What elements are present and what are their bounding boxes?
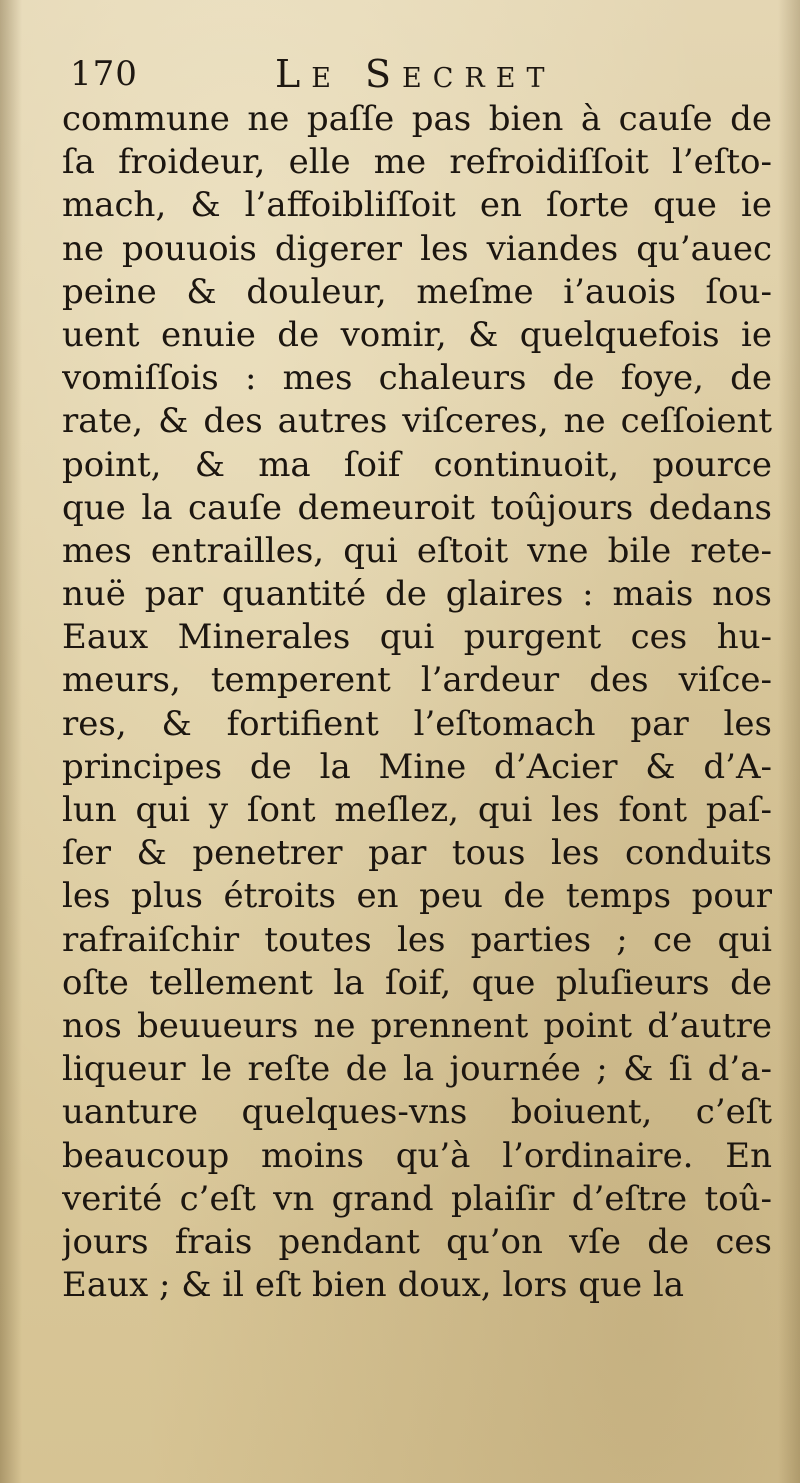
text-line: jours frais pendant qu’on vſe de ces xyxy=(62,1221,772,1262)
text-line: commune ne paſſe pas bien à cauſe de xyxy=(62,99,772,139)
text-line: mach, & l’affoibliſſoit en ſorte que ie xyxy=(62,185,772,226)
text-line: beaucoup moins qu’à l’ordinaire. En xyxy=(62,1135,772,1176)
text-line: uanture quelques-vns boiuent, c’eſt xyxy=(62,1092,772,1133)
text-line: oſte tellement la ſoif, que pluſieurs de xyxy=(62,962,772,1003)
running-head: Le Secret xyxy=(275,52,556,96)
page-number: 170 xyxy=(70,54,138,94)
text-line: liqueur le reſte de la journée ; & ſi d’a- xyxy=(62,1049,772,1090)
page-gutter-shadow xyxy=(0,0,22,1483)
text-line: ſer & penetrer par tous les conduits xyxy=(62,833,772,874)
text-line: Eaux ; & il eſt bien doux, lors que la xyxy=(62,1265,685,1306)
text-line: point, & ma ſoif continuoit, pource xyxy=(62,444,772,485)
text-line: ne pouuois digerer les viandes qu’auec xyxy=(62,228,772,269)
text-line: ſa froideur, elle me refroidiſſoit l’eſto- xyxy=(62,142,772,183)
text-line: que la cauſe demeuroit toûjours dedans xyxy=(62,487,772,528)
text-line: rafraiſchir toutes les parties ; ce qui xyxy=(62,919,772,960)
text-line: les plus étroits en peu de temps pour xyxy=(62,876,772,917)
text-line: principes de la Mine d’Acier & d’A- xyxy=(62,746,772,787)
text-line: uent enuie de vomir, & quelquefois ie xyxy=(62,314,772,355)
text-line: mes entrailles, qui eſtoit vne bile rete- xyxy=(62,530,772,571)
text-line: nuë par quantité de glaires : mais nos xyxy=(62,574,772,615)
text-line: res, & fortifient l’eſtomach par les xyxy=(62,703,772,744)
text-line: rate, & des autres viſceres, ne ceſſoient xyxy=(62,401,772,442)
text-line: vomiſſois : mes chaleurs de foye, de xyxy=(62,358,772,399)
text-line: Eaux Minerales qui purgent ces hu- xyxy=(62,617,772,658)
text-line: meurs, temperent l’ardeur des viſce- xyxy=(62,660,772,701)
text-line: lun qui y ſont meſlez, qui les font paſ- xyxy=(62,790,772,830)
page-header xyxy=(70,52,760,98)
text-line: nos beuueurs ne prennent point d’autre xyxy=(62,1005,772,1046)
text-line: verité c’eſt vn grand plaiſir d’eſtre toû- xyxy=(62,1178,772,1219)
page-edge-shadow xyxy=(778,0,800,1483)
body-text xyxy=(62,98,772,1307)
text-line: peine & douleur, meſme i’auois ſou- xyxy=(62,271,772,312)
